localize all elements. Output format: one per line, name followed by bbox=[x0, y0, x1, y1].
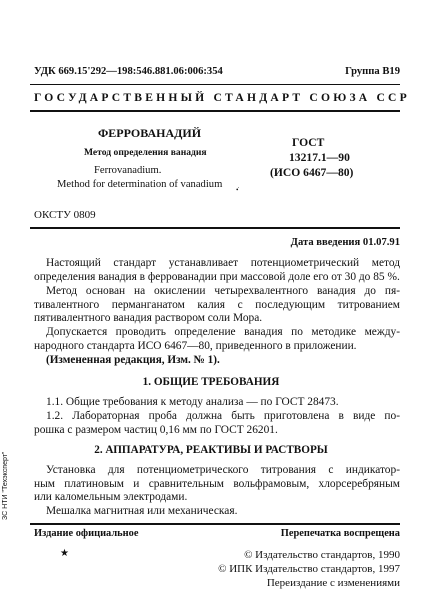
text-line: тивалентного перманганатом калия с последующим титрованием bbox=[34, 298, 400, 311]
side-watermark: ЗС НТИ "Техэксперт" bbox=[2, 451, 9, 520]
gost-number: 13217.1—90 bbox=[289, 151, 350, 164]
intro-paragraph-1 bbox=[34, 257, 400, 284]
mid-rule bbox=[30, 227, 400, 229]
official-edition-label: Издание официальное bbox=[34, 528, 139, 539]
banner-rule bbox=[30, 110, 400, 112]
reprint-prohibited-label: Перепечатка воспрещена bbox=[280, 528, 400, 539]
group-code: Группа В19 bbox=[345, 66, 400, 77]
text-line: 1.1. Общие требования к методу анализа — по ГОСТ 28473. bbox=[46, 396, 339, 408]
text-line: 1.2. Лабораторная проба должна быть приготовлена в виде по- bbox=[46, 410, 400, 422]
text-line: ным платиновым и сравнительным вольфрамовым, хлорсеребряным bbox=[34, 477, 400, 490]
text-line: пятивалентного ванадия раствором соли Мора. bbox=[34, 312, 263, 325]
section-2-paragraph-2 bbox=[34, 505, 400, 519]
title-english-2: Method for determination of vanadium bbox=[57, 179, 223, 190]
text-line: рошка с размером частиц 0,16 мм по ГОСТ 26201. bbox=[34, 423, 278, 436]
star-icon: ★ bbox=[60, 548, 69, 559]
text-line: Метод основан на окислении четырехвалентного ванадия до пя- bbox=[46, 285, 400, 297]
copyright-1990: © Издательство стандартов, 1990 bbox=[244, 549, 400, 561]
intro-paragraph-3 bbox=[34, 326, 400, 353]
reissue-note: Переиздание с изменениями bbox=[266, 577, 400, 589]
section-2-heading: 2. АППАРАТУРА, РЕАКТИВЫ И РАСТВОРЫ bbox=[94, 444, 328, 456]
top-rule bbox=[30, 84, 400, 85]
text-line: Мешалка магнитная или механическая. bbox=[46, 505, 238, 517]
introduction-date: Дата введения 01.07.91 bbox=[290, 237, 400, 248]
text-line: Настоящий стандарт устанавливает потенциометрический метод bbox=[46, 257, 400, 269]
text-line: или каломельным электродами. bbox=[34, 491, 188, 504]
speck-mark: •̇ bbox=[236, 186, 239, 194]
text-line: Установка для потенциометрического титрования с индикатор- bbox=[46, 464, 400, 476]
text-line: народного стандарта ИСО 6467—80, приведенного в приложении. bbox=[34, 339, 357, 352]
document-title: ФЕРРОВАНАДИЙ bbox=[98, 126, 202, 140]
udk-code: УДК 669.15'292—198:546.881.06:006:354 bbox=[34, 66, 223, 77]
title-english-1: Ferrovanadium. bbox=[94, 165, 162, 176]
clause-1-1 bbox=[34, 396, 400, 410]
intro-paragraph-2 bbox=[34, 285, 400, 326]
copyright-1997: © ИПК Издательство стандартов, 1997 bbox=[218, 563, 400, 575]
okstu-code: ОКСТУ 0809 bbox=[34, 209, 96, 221]
amendment-note: (Измененная редакция, Изм. № 1). bbox=[46, 354, 220, 366]
clause-1-2 bbox=[34, 410, 400, 437]
iso-number: (ИСО 6467—80) bbox=[270, 166, 354, 179]
section-1-heading: 1. ОБЩИЕ ТРЕБОВАНИЯ bbox=[142, 376, 280, 388]
text-line: определения ванадия в феррованадии при массовой доле его от 30 до 85 %. bbox=[34, 270, 400, 283]
state-standard-banner: ГОСУДАРСТВЕННЫЙ СТАНДАРТ СОЮЗА ССР bbox=[34, 91, 410, 104]
section-2-paragraph-1 bbox=[34, 464, 400, 505]
text-line: Допускается проводить определение ванадия по методике между- bbox=[46, 326, 400, 338]
gost-label: ГОСТ bbox=[292, 136, 325, 149]
document-subtitle: Метод определения ванадия bbox=[84, 147, 207, 158]
footer-rule bbox=[30, 523, 400, 525]
